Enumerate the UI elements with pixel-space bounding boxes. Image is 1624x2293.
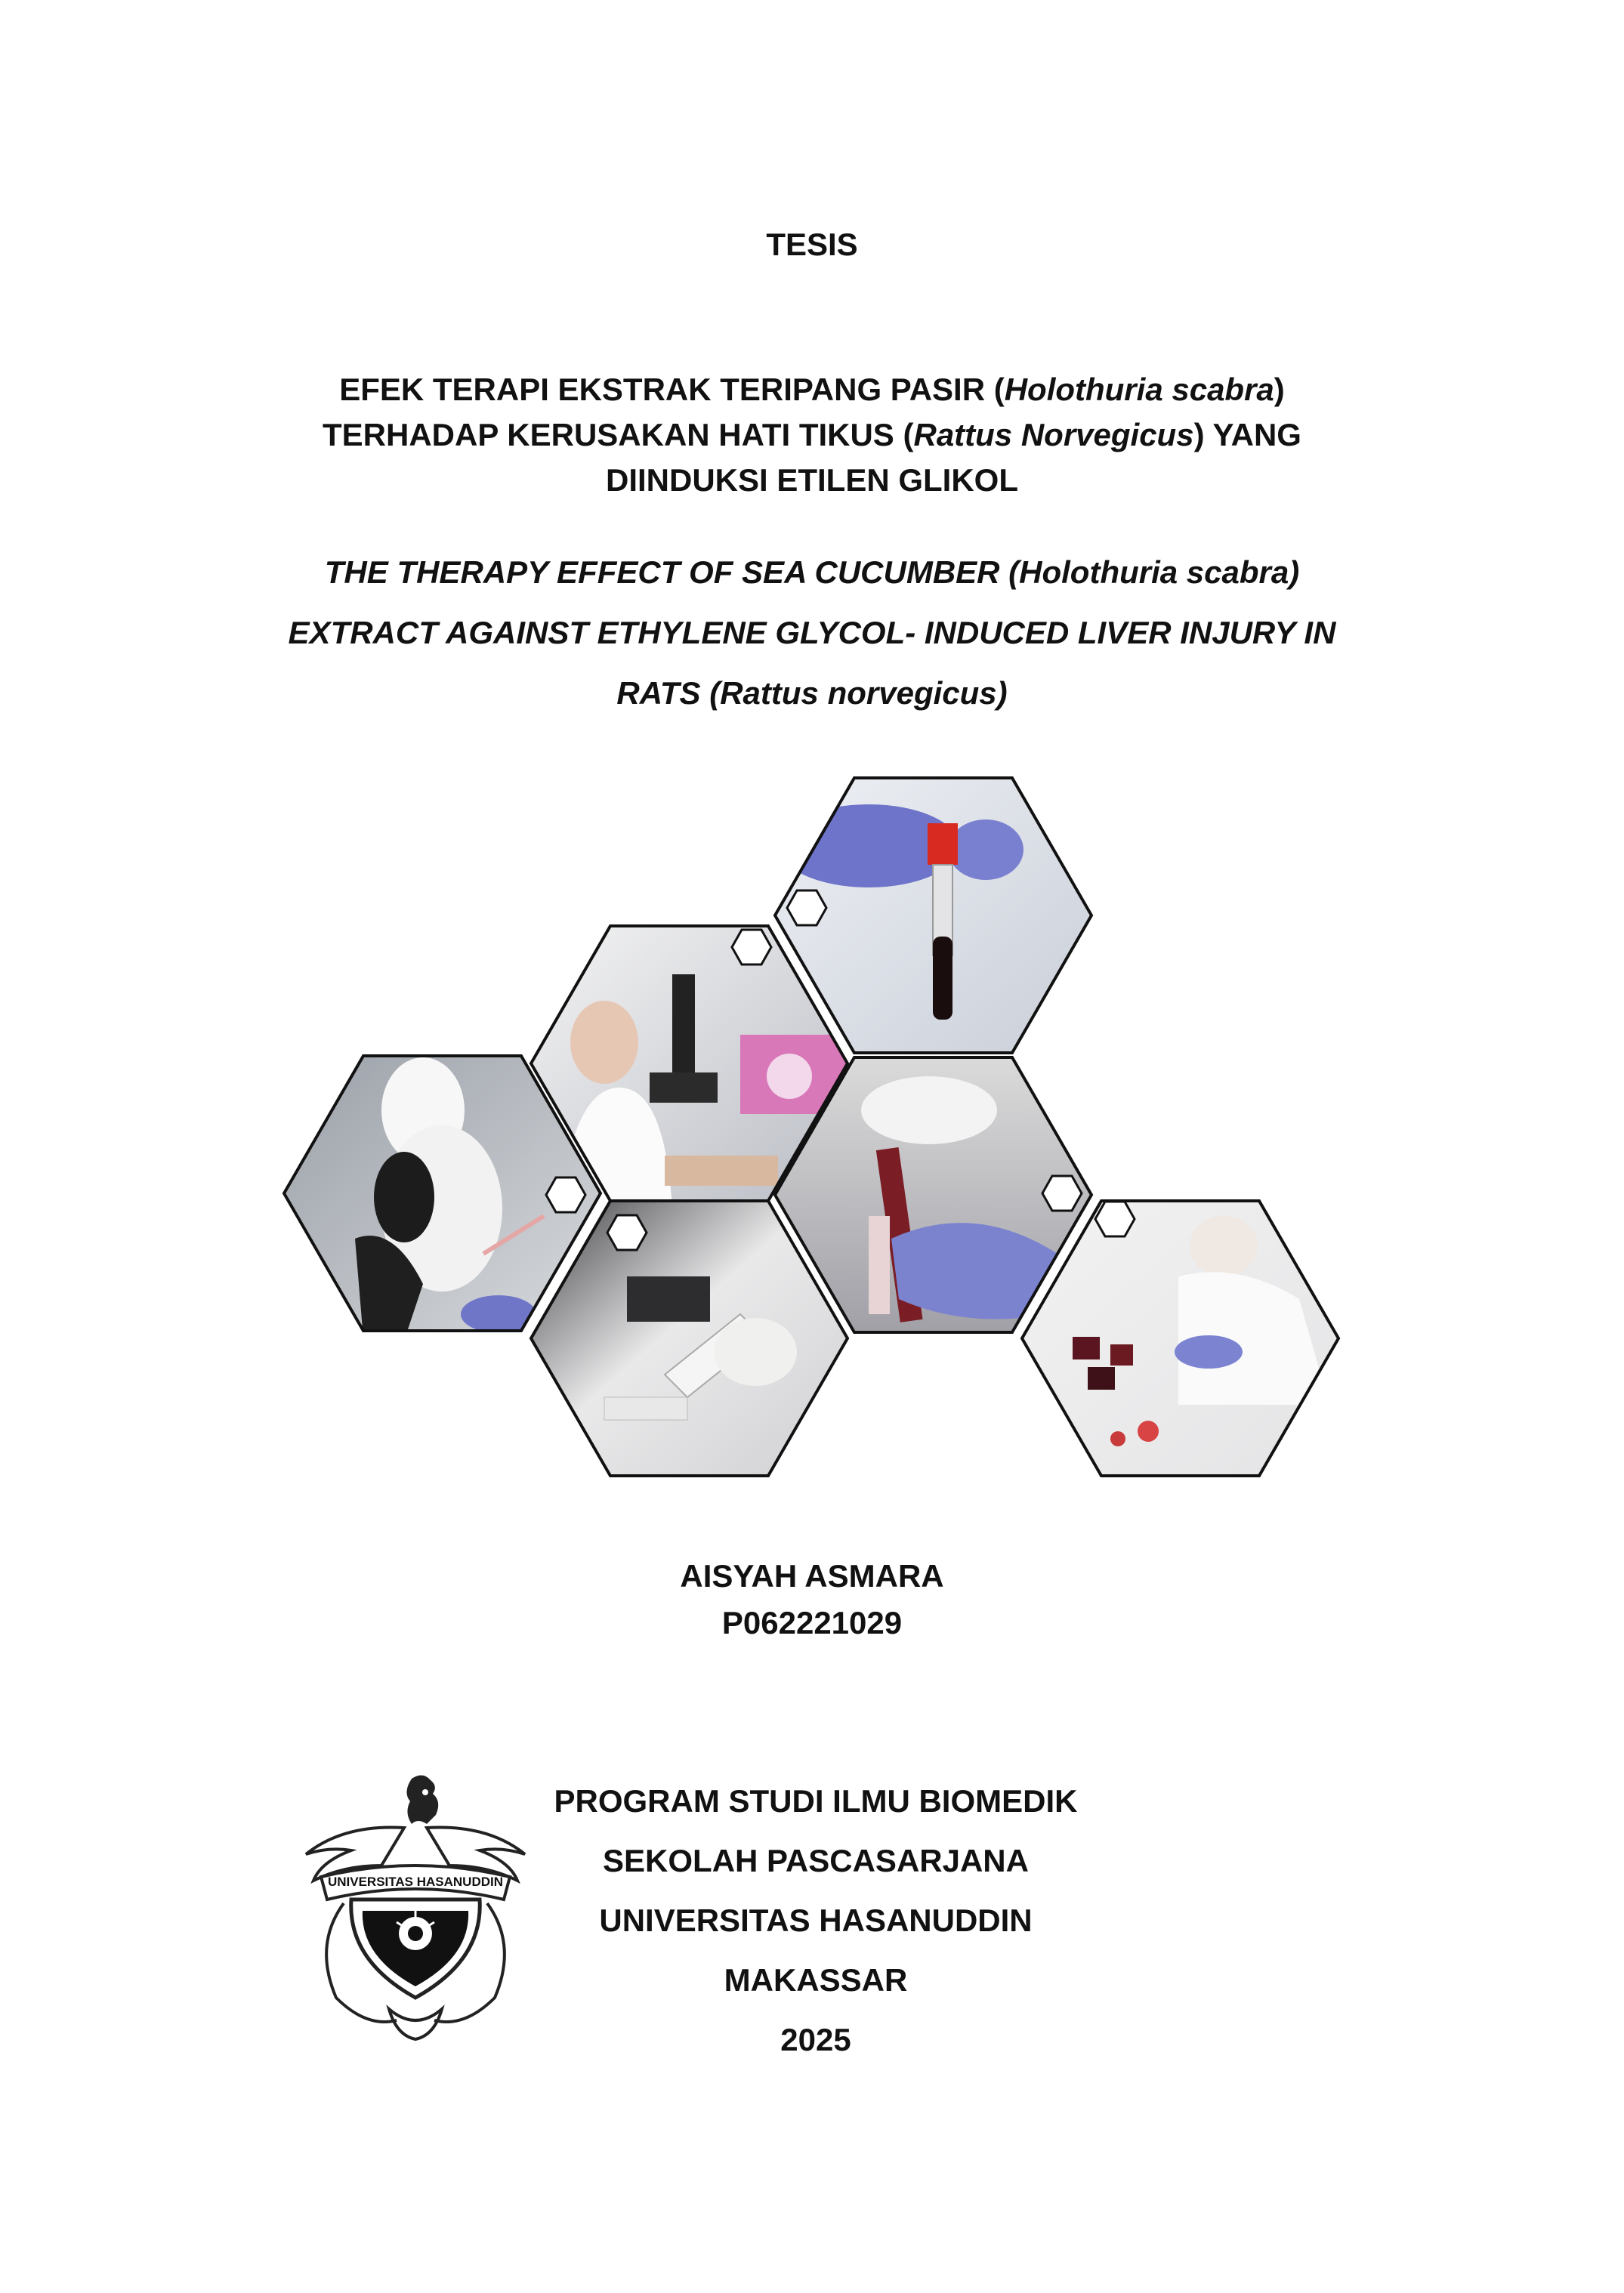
- title-id-line-2: TERHADAP KERUSAKAN HATI TIKUS (Rattus Norvegicus) YANG: [323, 417, 1301, 452]
- author-block: [0, 1553, 1624, 1646]
- title-en-line-3: RATS (Rattus norvegicus): [616, 675, 1008, 711]
- university-logo: [298, 1771, 533, 2043]
- connector-hexagon: [787, 890, 826, 925]
- connector-hexagon: [1042, 1176, 1082, 1211]
- connector-hexagon: [607, 1215, 647, 1250]
- title-id-line-1: EFEK TERAPI EKSTRAK TERIPANG PASIR (Holothuria scabra): [339, 372, 1285, 407]
- title-en-line-1: THE THERAPY EFFECT OF SEA CUCUMBER (Holothuria scabra): [324, 554, 1300, 590]
- connector-hexagon: [546, 1177, 585, 1212]
- university-name: UNIVERSITAS HASANUDDIN: [599, 1903, 1033, 1938]
- city-name: MAKASSAR: [724, 1962, 908, 1998]
- title-en-line-2: EXTRACT AGAINST ETHYLENE GLYCOL- INDUCED LIVER INJURY IN: [288, 615, 1336, 650]
- student-id: P062221029: [721, 1605, 903, 1640]
- school-name: SEKOLAH PASCASARJANA: [603, 1843, 1029, 1878]
- title-id-line-3: DIINDUKSI ETILEN GLIKOL: [606, 462, 1018, 498]
- document-type: TESIS: [766, 227, 858, 262]
- author-name: AISYAH ASMARA: [680, 1558, 944, 1594]
- connector-hexagon: [1095, 1202, 1135, 1236]
- institution-block: [499, 1771, 1133, 2069]
- program-name: PROGRAM STUDI ILMU BIOMEDIK: [554, 1783, 1078, 1819]
- connector-hexagon: [732, 930, 771, 964]
- year: 2025: [780, 2022, 851, 2057]
- organ-dissection-photo: [1020, 1197, 1345, 1484]
- logo-ribbon-text: UNIVERSITAS HASANUDDIN: [327, 1875, 504, 1889]
